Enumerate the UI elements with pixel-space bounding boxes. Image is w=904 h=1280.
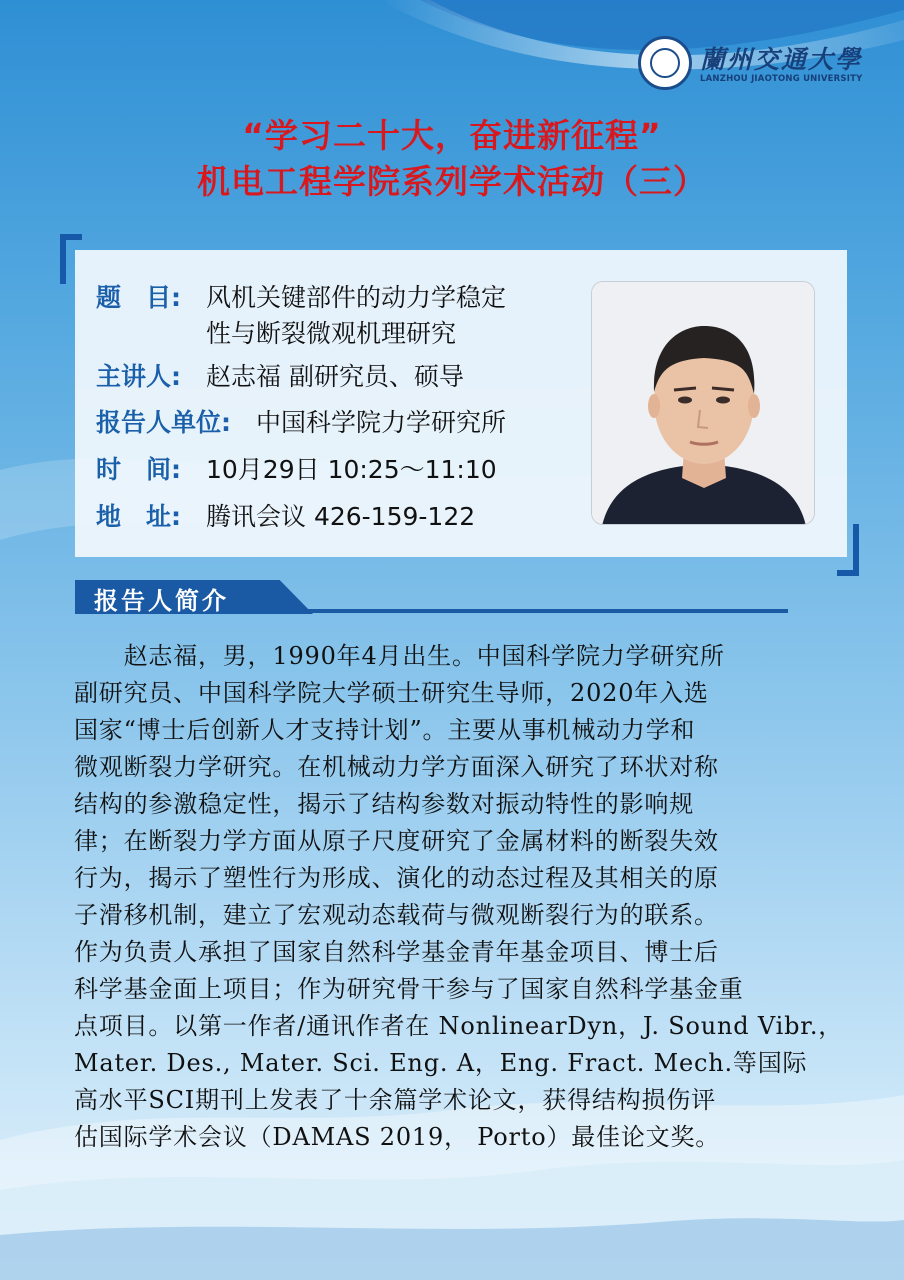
bio-line: 作为负责人承担了国家自然科学基金青年基金项目、博士后 [74, 938, 719, 966]
bio-line: 微观断裂力学研究。在机械动力学方面深入研究了环状对称 [74, 753, 719, 781]
bio-line: 点项目。以第一作者/通讯作者在 NonlinearDyn，J. Sound Vibr.， [74, 1012, 844, 1040]
speaker-label: 主讲人: [96, 362, 181, 391]
seal-inner-ring [650, 48, 680, 78]
topic-value-line2: 性与断裂微观机理研究 [206, 319, 457, 348]
place-value: 腾讯会议 426-159-122 [206, 502, 476, 531]
place-label: 地 址: [96, 502, 181, 531]
bracket-top-left-vertical [60, 234, 66, 284]
university-logo [638, 36, 863, 92]
unit-label: 报告人单位: [96, 408, 231, 437]
bio-line: 高水平SCI期刊上发表了十余篇学术论文，获得结构损伤评 [74, 1086, 716, 1114]
university-seal-icon [638, 36, 692, 90]
topic-value-line1: 风机关键部件的动力学稳定 [206, 283, 507, 312]
unit-value: 中国科学院力学研究所 [256, 408, 507, 437]
event-title-line2: 机电工程学院系列学术活动（三） [197, 162, 707, 201]
speaker-row [96, 357, 464, 393]
bio-line: 副研究员、中国科学院大学硕士研究生导师，2020年入选 [74, 679, 709, 707]
bracket-bottom-right-vertical [853, 524, 859, 576]
time-row [96, 450, 497, 486]
bio-line: Mater. Des., Mater. Sci. Eng. A，Eng. Fract. Mech.等国际 [74, 1049, 808, 1077]
topic-row-continued [206, 314, 456, 350]
bio-line: 国家“博士后创新人才支持计划”。主要从事机械动力学和 [74, 716, 696, 744]
speaker-photo [591, 281, 815, 525]
section-heading-underline [260, 609, 788, 613]
logo-chinese-name: 蘭州交通大學 [700, 45, 863, 74]
bio-line: 结构的参激稳定性，揭示了结构参数对振动特性的影响规 [74, 790, 694, 818]
topic-label: 题 目: [96, 283, 181, 312]
time-label: 时 间: [96, 455, 181, 484]
bio-line: 科学基金面上项目；作为研究骨干参与了国家自然科学基金重 [74, 975, 744, 1003]
logo-english-name: LANZHOU JIAOTONG UNIVERSITY [700, 74, 863, 84]
section-heading: 报告人简介 [94, 587, 229, 615]
bio-line: 估国际学术会议（DAMAS 2019， Porto）最佳论文奖。 [74, 1123, 721, 1151]
bio-line: 子滑移机制，建立了宏观动态载荷与微观断裂行为的联系。 [74, 901, 719, 929]
speaker-biography [74, 638, 844, 1156]
bio-line: 律；在断裂力学方面从原子尺度研究了金属材料的断裂失效 [74, 827, 719, 855]
topic-row [96, 278, 506, 314]
time-value: 10月29日 10:25～11:10 [206, 455, 497, 484]
bracket-top-left-horizontal [60, 234, 82, 240]
place-row [96, 497, 475, 533]
unit-row [96, 403, 506, 439]
bio-line: 赵志福，男，1990年4月出生。中国科学院力学研究所 [74, 642, 725, 670]
speaker-value: 赵志福 副研究员、硕导 [206, 362, 464, 391]
bio-line: 行为，揭示了塑性行为形成、演化的动态过程及其相关的原 [74, 864, 719, 892]
bracket-bottom-right-horizontal [837, 570, 859, 576]
speaker-portrait-icon [592, 282, 815, 525]
event-title-line1: “学习二十大，奋进新征程” [242, 116, 662, 155]
